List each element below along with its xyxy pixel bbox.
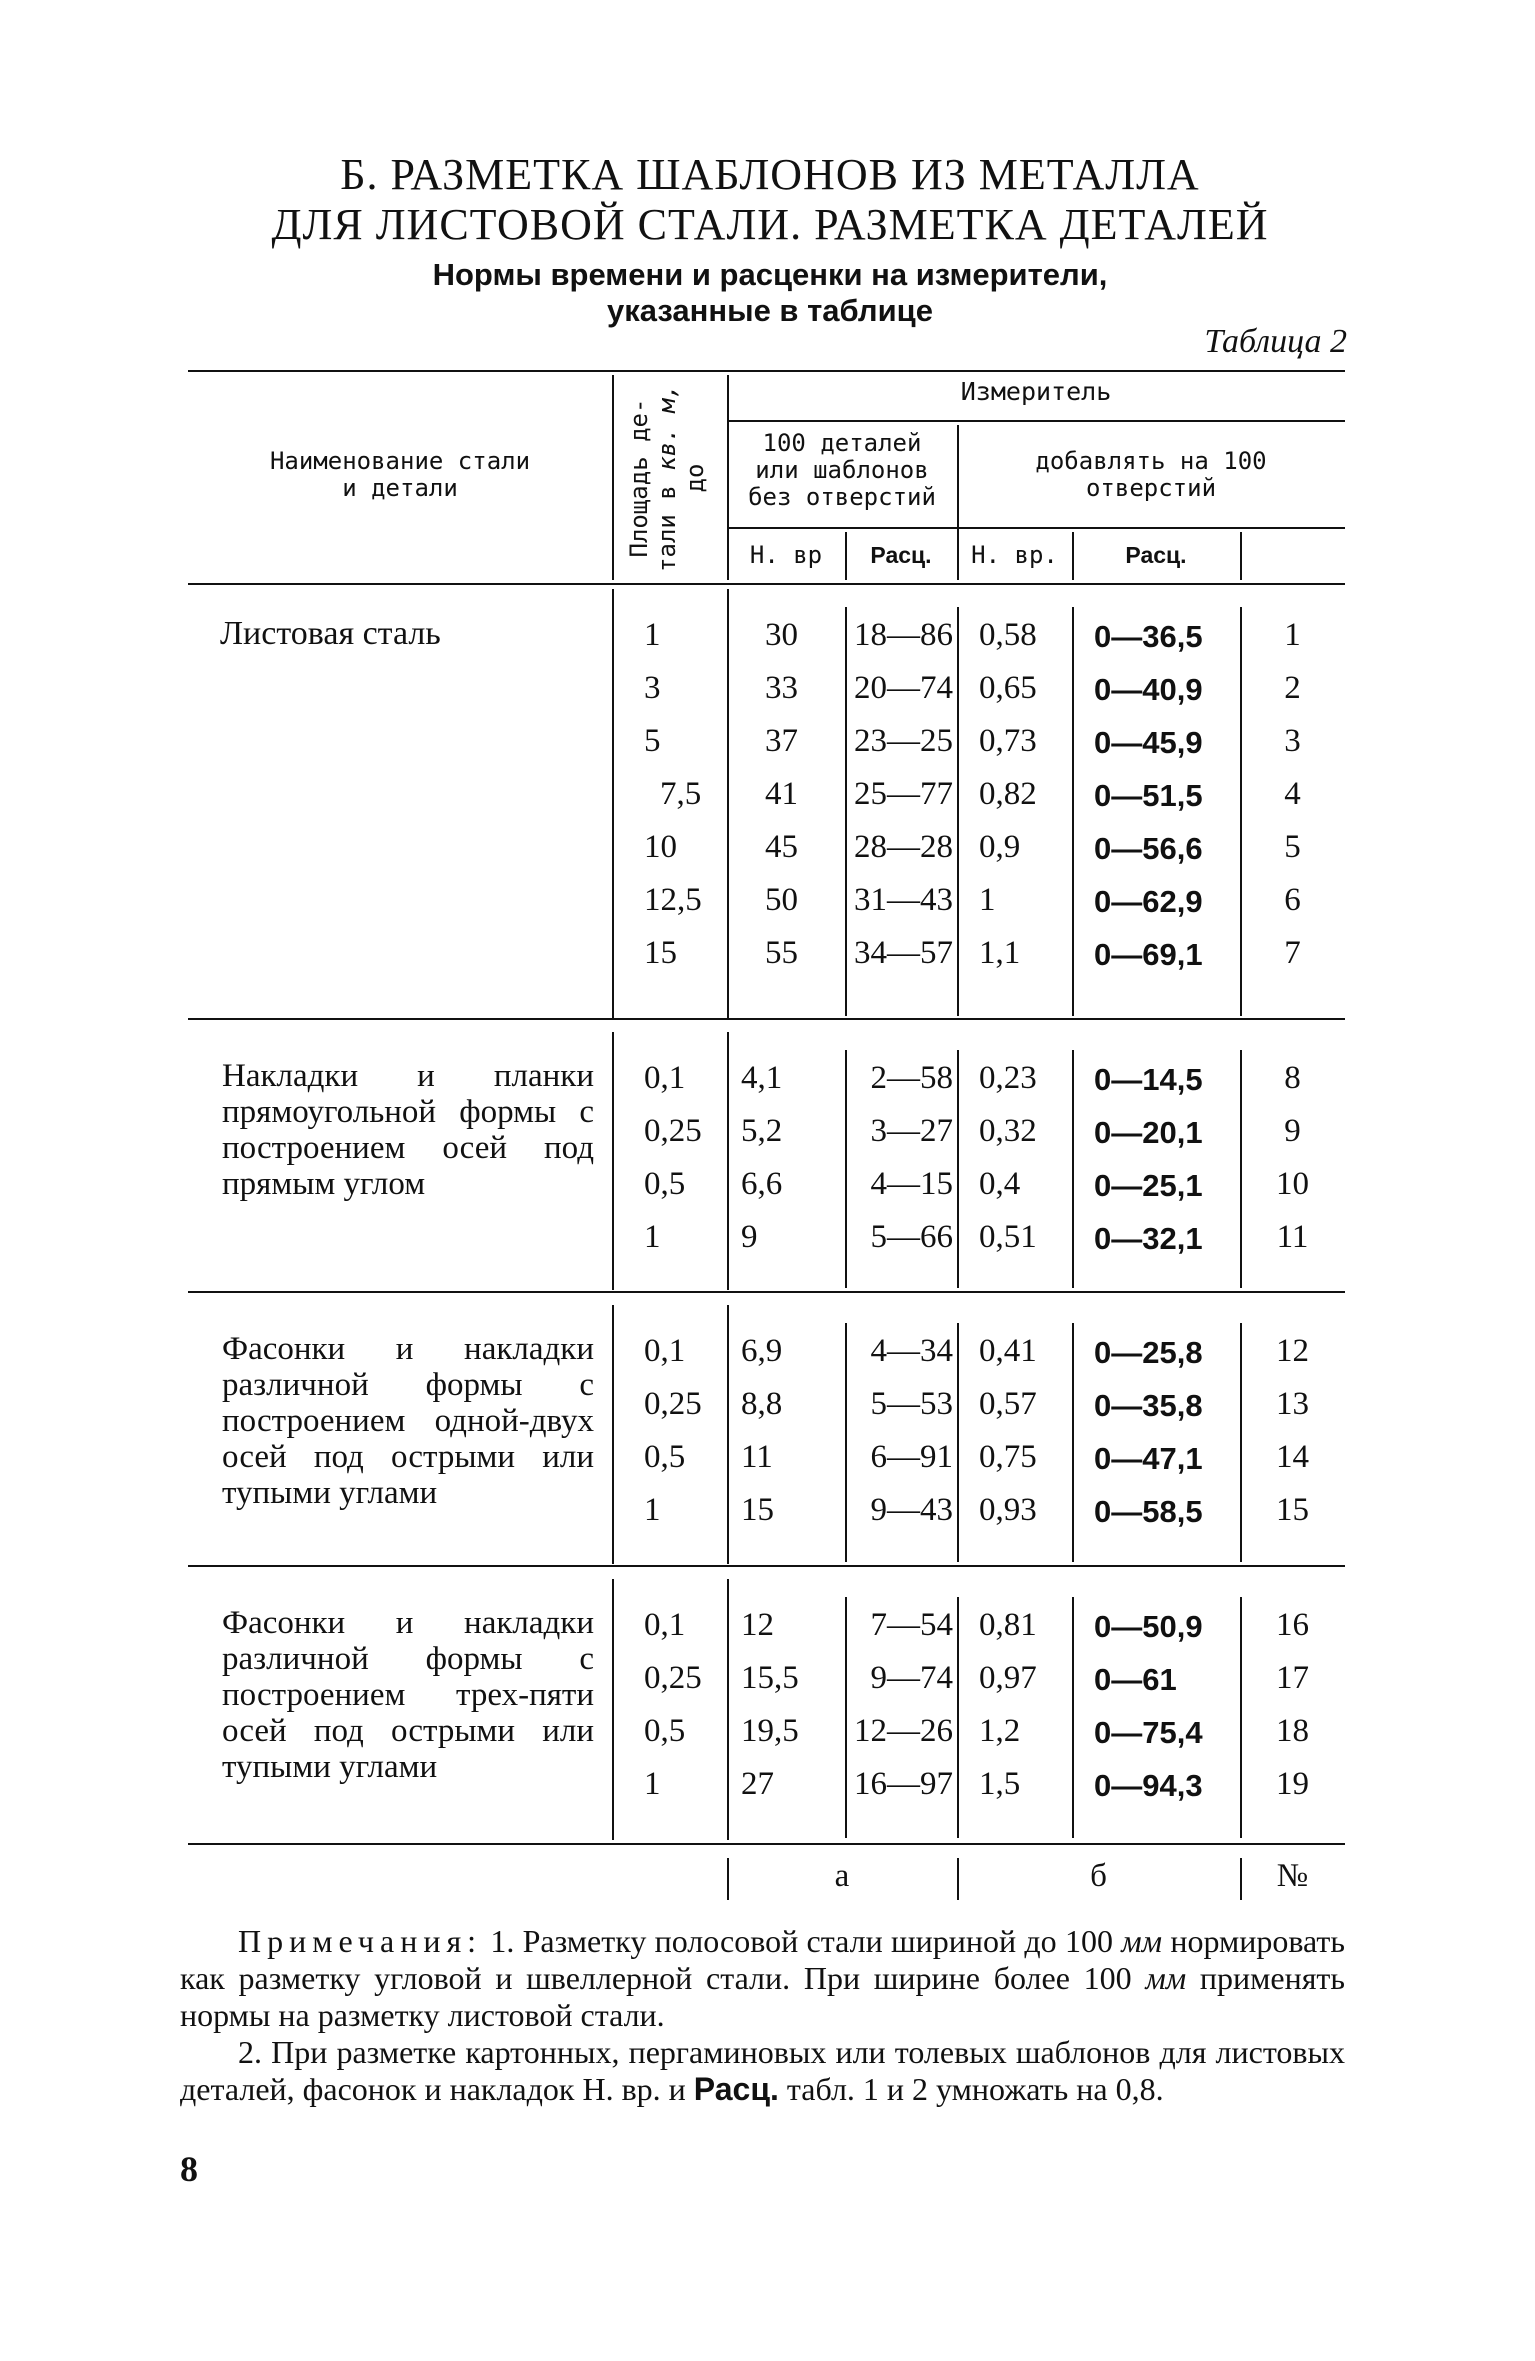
cell-nvr: 45 [765,829,798,865]
cell-nvr2: 1,2 [979,1713,1021,1749]
cell-nvr: 50 [765,882,798,918]
cell-nvr: 37 [765,723,798,759]
cell-area: 0,5 [644,1439,686,1475]
group2-col-line [957,1597,959,1838]
page-number: 8 [180,2149,198,2189]
section-name: Фасонки и накладки различной формы с построением одной-двух осей под острыми или тупыми углами [222,1331,594,1511]
cell-rasc2: 0—51,5 [1094,778,1203,813]
cell-row-number: 1 [1284,617,1301,653]
cell-rasc: 34—57 [854,935,953,971]
subheader-nvr2: Н. вр. [971,541,1058,569]
group2-col-line [957,1050,959,1288]
subheader-rule [727,527,1345,529]
cell-area: 0,25 [644,1386,702,1422]
cell-area: 0,25 [644,1113,702,1149]
cell-row-number: 19 [1276,1766,1309,1802]
cell-rasc2: 0—61 [1094,1662,1177,1697]
cell-area: 0,1 [644,1060,686,1096]
cell-row-number: 18 [1276,1713,1309,1749]
cell-nvr2: 0,82 [979,776,1037,812]
cell-row-number: 6 [1284,882,1301,918]
table-caption: Таблица 2 [1204,323,1347,360]
cell-area: 1 [644,1219,661,1255]
section-heading-line2: ДЛЯ ЛИСТОВОЙ СТАЛИ. РАЗМЕТКА ДЕТАЛЕЙ [271,200,1269,249]
section-heading-line1: Б. РАЗМЕТКА ШАБЛОНОВ ИЗ МЕТАЛЛА [340,150,1200,199]
table-top-rule [188,370,1345,372]
cell-rasc2: 0—94,3 [1094,1768,1203,1803]
cell-nvr2: 0,9 [979,829,1021,865]
cell-area: 7,5 [660,776,702,812]
rasc2-col-line [1072,607,1074,1016]
cell-nvr: 12 [741,1607,774,1643]
cell-rasc2: 0—40,9 [1094,672,1203,707]
cell-rasc: 20—74 [854,670,953,706]
cell-rasc: 18—86 [854,617,953,653]
cell-rasc: 5—66 [870,1219,953,1255]
area-col-divider [612,375,614,580]
cell-area: 12,5 [644,882,702,918]
rasc2-col-line [1072,1050,1074,1288]
cell-nvr: 55 [765,935,798,971]
cell-nvr2: 0,58 [979,617,1037,653]
cell-rasc2: 0—32,1 [1094,1221,1203,1256]
cell-nvr2: 0,73 [979,723,1037,759]
cell-area: 0,5 [644,1713,686,1749]
cell-row-number: 15 [1276,1492,1309,1528]
cell-area: 0,5 [644,1166,686,1202]
subheading-line2: указанные в таблице [607,293,933,328]
cell-rasc2: 0—62,9 [1094,884,1203,919]
measure-col-line [727,1032,729,1290]
cell-rasc: 12—26 [854,1713,953,1749]
group2-header: добавлять на 100 отверстий [1035,447,1267,502]
cell-rasc: 5—53 [870,1386,953,1422]
cell-row-number: 11 [1276,1219,1309,1255]
cell-nvr2: 0,41 [979,1333,1037,1369]
measure-col-line [727,1305,729,1564]
cell-nvr: 6,6 [741,1166,783,1202]
cell-nvr2: 0,81 [979,1607,1037,1643]
cell-nvr2: 0,32 [979,1113,1037,1149]
cell-nvr: 30 [765,617,798,653]
col-header-name: Наименование стали и детали [269,447,531,502]
cell-rasc: 4—15 [870,1166,953,1202]
cell-rasc2: 0—45,9 [1094,725,1203,760]
cell-area: 5 [644,723,661,759]
group1-header: 100 деталей или шаблонов без отверстий [748,429,936,511]
cell-rasc2: 0—50,9 [1094,1609,1203,1644]
cell-rasc: 25—77 [854,776,953,812]
num-col-divider [1240,532,1242,580]
area-col-line [612,589,614,1018]
cell-nvr2: 0,23 [979,1060,1037,1096]
area-col-line [612,1579,614,1840]
cell-area: 1 [644,1492,661,1528]
cell-rasc: 3—27 [870,1113,953,1149]
cell-rasc2: 0—56,6 [1094,831,1203,866]
cell-rasc: 4—34 [870,1333,953,1369]
footer-col-num: № [1276,1858,1309,1894]
cell-row-number: 2 [1284,670,1301,706]
cell-nvr: 4,1 [741,1060,783,1096]
num-col-line [1240,1050,1242,1288]
cell-nvr2: 0,97 [979,1660,1037,1696]
table-bottom-rule [188,1843,1345,1845]
cell-rasc2: 0—58,5 [1094,1494,1203,1529]
cell-nvr2: 0,57 [979,1386,1037,1422]
cell-rasc2: 0—35,8 [1094,1388,1203,1423]
cell-area: 0,25 [644,1660,702,1696]
note-2: 2. При разметке картонных, пергаминовых или толевых шаблонов для листовых деталей, фасонок и накладок Н. вр. и Расц. табл. 1 и 2 умножать на 0,8. [180,2034,1345,2107]
cell-area: 10 [644,829,677,865]
subheading-line1: Нормы времени и расценки на измерители, [432,257,1108,292]
cell-area: 15 [644,935,677,971]
cell-row-number: 13 [1276,1386,1309,1422]
cell-row-number: 12 [1276,1333,1309,1369]
cell-nvr: 9 [741,1219,758,1255]
cell-rasc2: 0—47,1 [1094,1441,1203,1476]
cell-nvr2: 0,4 [979,1166,1021,1202]
group2-col-line [957,1323,959,1562]
cell-rasc: 9—74 [870,1660,953,1696]
cell-nvr: 11 [741,1439,773,1475]
cell-nvr2: 0,51 [979,1219,1037,1255]
num-col-line [1240,607,1242,1016]
cell-rasc: 9—43 [870,1492,953,1528]
cell-rasc2: 0—25,8 [1094,1335,1203,1370]
cell-rasc: 7—54 [870,1607,953,1643]
rasc2-col-line [1072,1323,1074,1562]
footer-col-a: а [834,1858,850,1894]
header-bottom-rule [188,583,1345,585]
cell-nvr2: 1 [979,882,996,918]
cell-rasc: 16—97 [854,1766,953,1802]
cell-row-number: 5 [1284,829,1301,865]
cell-rasc: 31—43 [854,882,953,918]
cell-nvr: 15,5 [741,1660,799,1696]
cell-row-number: 17 [1276,1660,1309,1696]
section-rule [188,1565,1345,1567]
cell-rasc: 23—25 [854,723,953,759]
cell-row-number: 4 [1284,776,1301,812]
cell-rasc2: 0—25,1 [1094,1168,1203,1203]
footer-col-b: б [1090,1858,1107,1894]
measure-header-rule [727,420,1345,422]
cell-row-number: 10 [1276,1166,1309,1202]
cell-rasc: 2—58 [870,1060,953,1096]
cell-nvr: 8,8 [741,1386,783,1422]
cell-row-number: 3 [1284,723,1301,759]
cell-nvr2: 0,93 [979,1492,1037,1528]
notes-label: Примечания: [238,1923,483,1959]
cell-rasc2: 0—75,4 [1094,1715,1203,1750]
measure-header: Измеритель [960,377,1112,406]
cell-nvr: 19,5 [741,1713,799,1749]
col-header-area: Площадь де- тали в кв. м, до [625,384,709,572]
cell-nvr: 15 [741,1492,774,1528]
section-name: Накладки и планки прямоугольной формы с построением осей под прямым углом [222,1058,594,1202]
group2-col-line [957,607,959,1016]
section-name: Фасонки и накладки различной формы с построением трех-пяти осей под острыми или тупыми углами [222,1605,594,1785]
subheader-rasc2: Расц. [1125,542,1187,568]
cell-area: 1 [644,617,661,653]
section-rule [188,1291,1345,1293]
cell-nvr2: 1,5 [979,1766,1021,1802]
cell-rasc2: 0—20,1 [1094,1115,1203,1150]
num-col-line [1240,1323,1242,1562]
cell-rasc: 28—28 [854,829,953,865]
notes [180,1923,1345,2108]
cell-nvr: 27 [741,1766,774,1802]
cell-rasc2: 0—36,5 [1094,619,1203,654]
subheader-rasc1: Расц. [870,542,932,568]
cell-nvr: 5,2 [741,1113,783,1149]
cell-area: 0,1 [644,1607,686,1643]
cell-row-number: 8 [1284,1060,1301,1096]
cell-row-number: 16 [1276,1607,1309,1643]
cell-rasc2: 0—14,5 [1094,1062,1203,1097]
cell-nvr: 33 [765,670,798,706]
note-1: Примечания: 1. Разметку полосовой стали шириной до 100 мм нормировать как разметку угловой и швеллерной стали. При ширине более 100 мм применять нормы на разметку листовой стали. [180,1923,1346,2033]
cell-area: 3 [644,670,661,706]
cell-row-number: 14 [1276,1439,1309,1475]
section-rule [188,1018,1345,1020]
measure-col-line [727,1579,729,1840]
cell-nvr2: 0,75 [979,1439,1037,1475]
cell-nvr: 6,9 [741,1333,783,1369]
cell-nvr2: 1,1 [979,935,1021,971]
area-col-line [612,1032,614,1290]
cell-rasc2: 0—69,1 [1094,937,1203,972]
area-col-line [612,1305,614,1564]
rasc2-col-line [1072,1597,1074,1838]
cell-nvr: 41 [765,776,798,812]
cell-nvr2: 0,65 [979,670,1037,706]
num-col-line [1240,1597,1242,1838]
cell-area: 0,1 [644,1333,686,1369]
cell-area: 1 [644,1766,661,1802]
cell-rasc: 6—91 [870,1439,953,1475]
cell-row-number: 9 [1284,1113,1301,1149]
section-name: Листовая сталь [220,615,441,652]
cell-row-number: 7 [1284,935,1301,971]
subheader-nvr1: Н. вр [749,541,823,569]
